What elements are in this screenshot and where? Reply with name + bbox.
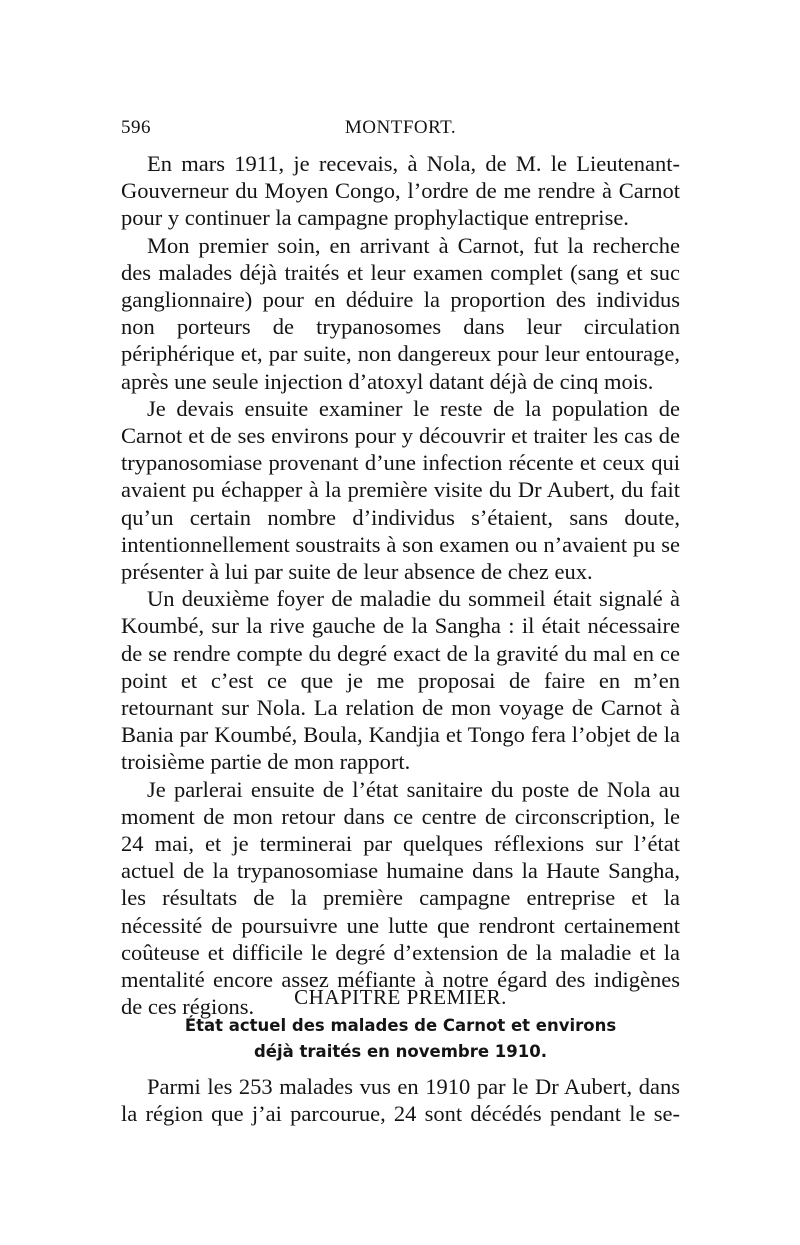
paragraph: Je devais ensuite examiner le reste de la population de Carnot et de ses environs pour y découvrir et traiter les cas de trypanosomiase provenant d’une infection récente et ceux qui avaient pu échapper à la première visite du Dr Aubert, du fait qu’un certain nombre d’individus s’étaient, sans doute, intentionnellement soustraits à son examen ou n’avaient pu se présenter à lui par suite de leur absence de chez eux. [121, 395, 680, 585]
section-title [121, 1013, 680, 1065]
body-text [121, 150, 680, 1021]
paragraph: Je parlerai ensuite de l’état sanitaire du poste de Nola au moment de mon retour dans ce centre de circonscription, le 24 mai, et je terminerai par quelques réflexions sur l’état actuel de la trypanosomiase humaine dans la Haute Sangha, les résultats de la première campagne entreprise et la nécessité de poursuivre une lutte que rendront certainement coûteuse et difficile le degré d’extension de la maladie et la mentalité encore assez méfiante à notre égard des indigènes de ces régions. [121, 776, 680, 1020]
paragraph: Parmi les 253 malades vus en 1910 par le Dr Aubert, dans la région que j’ai parcourue, 24 sont décédés pendant le se- [121, 1074, 680, 1127]
running-title: MONTFORT. [344, 117, 457, 138]
paragraph: Un deuxième foyer de maladie du sommeil était signalé à Koumbé, sur la rive gauche de la Sangha : il était nécessaire de se rendre compte du degré exact de la gravité du mal en ce point et c’est ce que je me proposai de faire en m’en retournant sur Nola. La relation de mon voyage de Carnot à Bania par Koumbé, Boula, Kandjia et Tongo fera l’objet de la troisième partie de mon rapport. [121, 586, 680, 775]
section-title-line-1: État actuel des malades de Carnot et environs [184, 1016, 617, 1035]
chapter-title: CHAPITRE PREMIER. [294, 985, 507, 1009]
paragraph: Mon premier soin, en arrivant à Carnot, fut la recherche des malades déjà traités et leur examen complet (sang et suc ganglionnaire) pour en déduire la proportion des individus non porteurs de trypanosomes dans leur circulation périphérique et, par suite, non dangereux pour leur entourage, après une seule injection d’atoxyl datant déjà de cinq mois. [121, 232, 680, 394]
closing-text [121, 1073, 680, 1127]
section-title-line-2: déjà traités en novembre 1910. [254, 1042, 547, 1061]
paragraph: En mars 1911, je recevais, à Nola, de M. le Lieutenant-Gouverneur du Moyen Congo, l’ordre de me rendre à Carnot pour y continuer la campagne prophylactique entreprise. [121, 151, 680, 231]
page-number: 596 [121, 117, 151, 138]
chapter-heading-block [121, 983, 680, 1065]
running-head [121, 117, 680, 141]
